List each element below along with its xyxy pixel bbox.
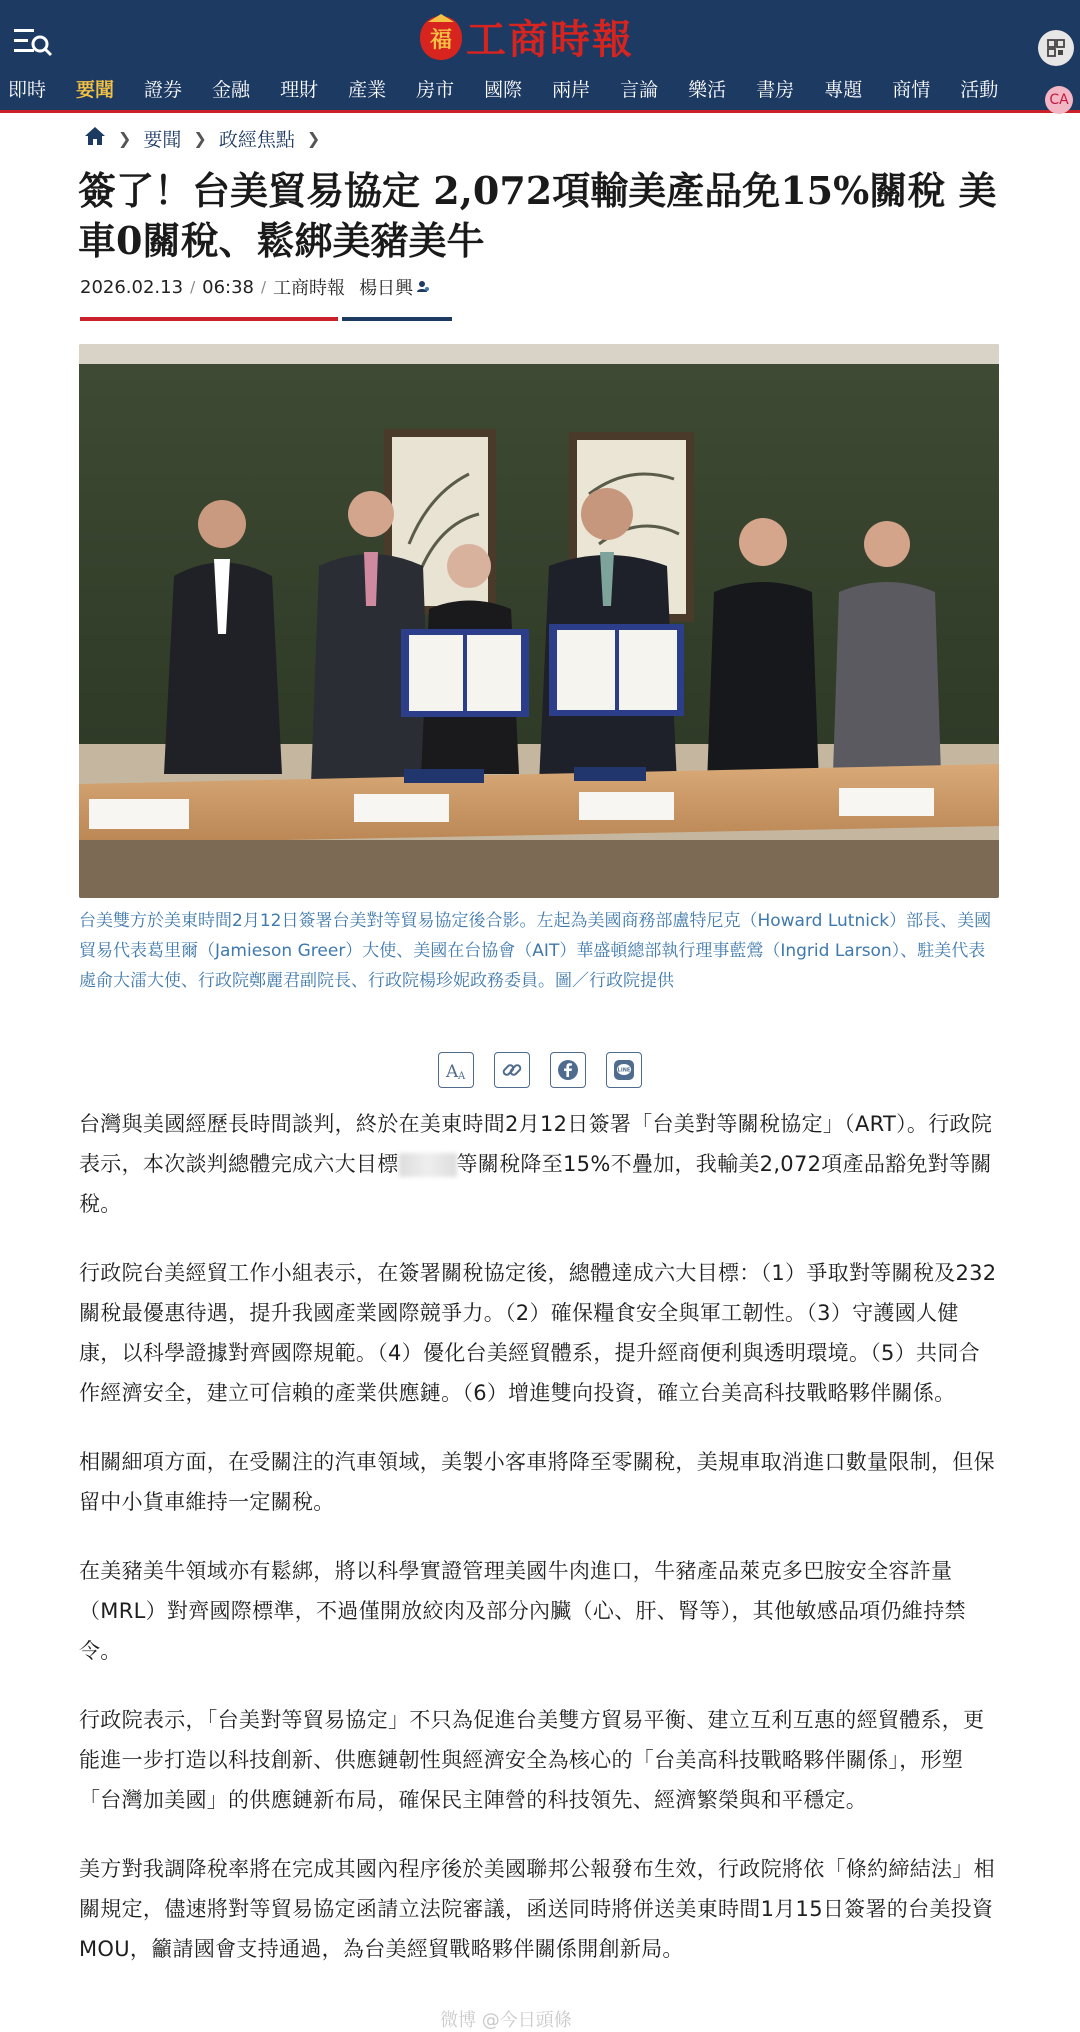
svg-text:A: A: [446, 1062, 459, 1082]
menu-search-icon[interactable]: [12, 24, 54, 60]
nav-item-12[interactable]: 專題: [824, 79, 863, 101]
article-author[interactable]: 楊日興: [359, 278, 414, 299]
nav-item-5[interactable]: 產業: [348, 79, 387, 101]
floating-badge[interactable]: CA: [1045, 86, 1073, 114]
nav-item-14[interactable]: 活動: [960, 79, 999, 101]
nav-item-8[interactable]: 兩岸: [552, 79, 591, 101]
home-icon[interactable]: [84, 126, 106, 151]
breadcrumb-item-politics[interactable]: 政經焦點: [218, 128, 295, 151]
article-paragraph: 行政院台美經貿工作小組表示，在簽署關稅協定後，總體達成六大目標：（1）爭取對等關稅及232關稅最優惠待遇，提升我國產業國際競爭力。（2）確保糧食安全與軍工韌性。（3）守護國人健康，以科學證據對齊國際規範。（4）優化台美經貿體系，提升經商便利與透明環境。（5）共同合作經濟安全，建立可信賴的產業供應鏈。（6）增進雙向投資，確立台美高科技戰略夥伴關係。: [79, 1261, 997, 1405]
nav-item-6[interactable]: 房市: [416, 79, 455, 101]
publish-time: 06:38: [202, 276, 254, 298]
blurred-region: [399, 1153, 457, 1177]
breadcrumb-item-news[interactable]: 要聞: [143, 128, 182, 151]
nav-item-13[interactable]: 商情: [892, 79, 931, 101]
paragraph-text: 等關稅降至15%不疊加，我輸美2,072項產品豁免對等關稅。: [79, 1152, 992, 1216]
nav-item-2[interactable]: 證券: [144, 79, 183, 101]
svg-text:福: 福: [429, 27, 453, 53]
logo-text: 工商時報: [466, 16, 634, 63]
article-tools: [438, 1052, 642, 1088]
watermark: 微博 @今日頭條: [440, 2010, 572, 2031]
link-icon[interactable]: [494, 1052, 530, 1088]
site-logo[interactable]: [418, 10, 678, 70]
nav-item-3[interactable]: 金融: [212, 79, 251, 101]
svg-text:A: A: [458, 1071, 466, 1082]
article-paragraph: 在美豬美牛領域亦有鬆綁，將以科學實證管理美國牛肉進口，牛豬產品萊克多巴胺安全容許量（MRL）對齊國際標準，不過僅開放絞肉及部分內臟（心、肝、腎等），其他敏感品項仍維持禁令。: [79, 1559, 966, 1663]
meta-separator: /: [261, 278, 267, 296]
page-title: 簽了！台美貿易協定 2,072項輸美產品免15%關稅 美車0關稅、鬆綁美豬美牛: [78, 168, 997, 263]
publish-date: 2026.02.13: [80, 276, 184, 298]
facebook-icon[interactable]: [550, 1052, 586, 1088]
share-icon[interactable]: [1038, 30, 1074, 66]
article-paragraph: 美方對我調降稅率將在完成其國內程序後於美國聯邦公報發布生效，行政院將依「條約締結法」相關規定，儘速將對等貿易協定函請立法院審議，函送同時將併送美東時間1月15日簽署的台美投資 MOU，籲請國會支持通過，為台美經貿戰略夥伴關係開創新局。: [79, 1857, 995, 1961]
article-source: 工商時報: [273, 278, 346, 299]
article-meta: [80, 274, 430, 300]
article-paragraph: [79, 1104, 1001, 1224]
nav-item-7[interactable]: 國際: [484, 79, 523, 101]
nav-item-10[interactable]: 樂活: [688, 79, 727, 101]
article-paragraph: 行政院表示，「台美對等貿易協定」不只為促進台美雙方貿易平衡、建立互利互惠的經貿體系，更能進一步打造以科技創新、供應鏈韌性與經濟安全為核心的「台美高科技戰略夥伴關係」，形塑「台灣加美國」的供應鏈新布局，確保民主陣營的科技領先、經濟繁榮與和平穩定。: [79, 1708, 985, 1812]
chevron-right-icon: ❯: [193, 128, 207, 148]
chevron-right-icon: ❯: [306, 128, 321, 148]
svg-text:LINE: LINE: [617, 1067, 631, 1074]
article-body: [79, 1104, 1001, 1998]
nav-divider: [0, 110, 1080, 113]
photo-caption: 台美雙方於美東時間2月12日簽署台美對等貿易協定後合影。左起為美國商務部盧特尼克（Howard Lutnick）部長、美國貿易代表葛里爾（Jamieson Greer）大使、美國在台協會（AIT）華盛頓總部執行理事藍鶯（Ingrid Larson）、駐美代表處俞大㵢大使、行政院鄭麗君副院長、行政院楊珍妮政務委員。圖／行政院提供: [79, 911, 992, 991]
nav-item-4[interactable]: 理財: [280, 79, 319, 101]
paragraph-text: 台灣與美國經歷長時間談判，終於在美東時間2月12日簽署「台美對等關稅協定」（ART）。行政院表示，本次談判總體完成六大目標: [79, 1112, 993, 1176]
fortune-badge-icon: [418, 14, 464, 62]
nav-item-11[interactable]: 書房: [756, 79, 795, 101]
article-paragraph: 相關細項方面，在受關注的汽車領域，美製小客車將降至零關稅，美規車取消進口數量限制，但保留中小貨車維持一定關稅。: [79, 1450, 995, 1514]
font-size-icon[interactable]: [438, 1052, 474, 1088]
article-photo[interactable]: [79, 344, 999, 898]
nav-item-0[interactable]: 即時: [8, 79, 47, 101]
title-underline-red: [80, 317, 338, 321]
nav-item-1[interactable]: 要聞: [76, 79, 115, 101]
nav-list: [0, 68, 1015, 112]
meta-separator: /: [190, 278, 196, 296]
chevron-right-icon: ❯: [118, 128, 132, 148]
line-icon[interactable]: [606, 1052, 642, 1088]
breadcrumb: [84, 124, 332, 152]
nav-item-9[interactable]: 言論: [620, 79, 659, 101]
author-icon: [416, 277, 430, 298]
main-nav: [0, 68, 1080, 112]
title-underline-blue: [342, 317, 452, 321]
